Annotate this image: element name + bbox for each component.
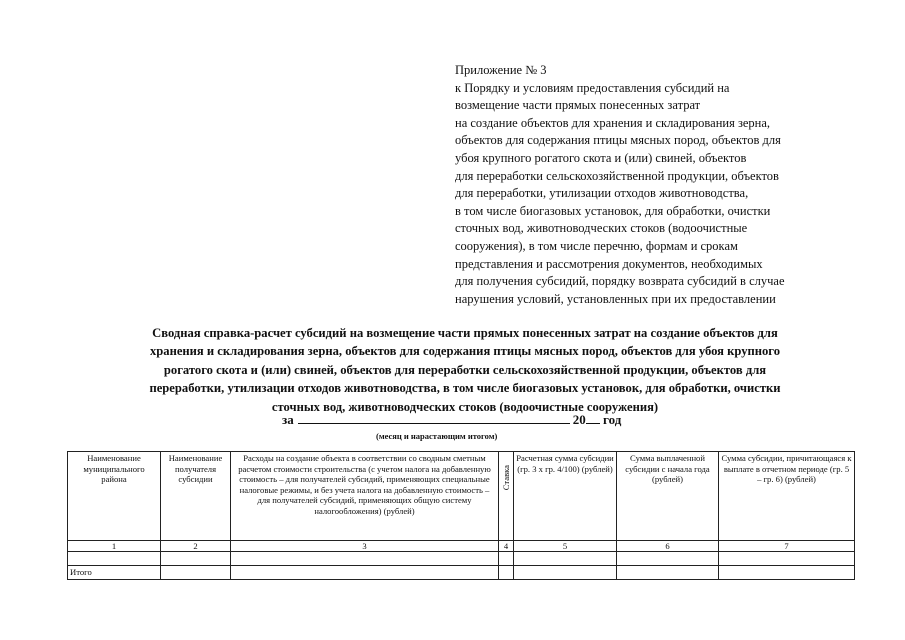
column-number: 2 — [161, 541, 231, 552]
appendix-line: представления и рассмотрения документов, необходимых — [455, 256, 763, 271]
table-cell — [68, 552, 161, 566]
document-title — [60, 324, 870, 416]
header-calculated-subsidy: Расчетная сумма субсидии (гр. 3 х гр. 4/100) (рублей) — [514, 452, 617, 541]
appendix-line: сооружения), в том числе перечню, формам и срокам — [455, 238, 738, 253]
period-blank-field — [298, 411, 570, 424]
header-rate — [499, 452, 514, 541]
table-header-row — [68, 452, 855, 541]
header-expenses: Расходы на создание объекта в соответствии со сводным сметным расчетом стоимости строительства (с учетом налога на добавленную стоимость – для получателей субсидий, применяющих специальные налоговые режимы, и без учета налога на добавленную стоимость – для получателей субсидий, применяющих общую систему налогообложения) (рублей) — [231, 452, 499, 541]
year-blank-field — [586, 411, 600, 424]
table-cell — [514, 566, 617, 580]
title-line: рогатого скота и (или) свиней, объектов для переработки сельскохозяйственной продукции, объектов для — [163, 362, 767, 377]
header-recipient: Наименование получателя субсидии — [161, 452, 231, 541]
appendix-line: для переработки сельскохозяйственной продукции, объектов — [455, 168, 779, 183]
header-district: Наименование муниципального района — [68, 452, 161, 541]
header-rate-label: Ставка — [501, 465, 511, 491]
appendix-line: для переработки, утилизации отходов животноводства, — [455, 186, 749, 201]
column-number: 5 — [514, 541, 617, 552]
table-cell — [719, 552, 855, 566]
table-cell — [499, 552, 514, 566]
table-cell — [499, 566, 514, 580]
reporting-period-line — [282, 411, 621, 428]
appendix-line: объектов для содержания птицы мясных пород, объектов для — [455, 133, 781, 148]
column-number: 4 — [499, 541, 514, 552]
appendix-line: сточных вод, животноводческих стоков (водоочистные — [455, 221, 748, 236]
title-line: хранения и складирования зерна, объектов для содержания птицы мясных пород, объектов для убоя крупного — [149, 344, 781, 359]
period-note: (месяц и нарастающим итогом) — [376, 431, 498, 441]
table-cell — [231, 552, 499, 566]
title-line: Сводная справка-расчет субсидий на возмещение части прямых понесенных затрат на создание объектов для — [152, 326, 778, 340]
total-row — [68, 566, 855, 580]
column-number: 1 — [68, 541, 161, 552]
table-cell — [719, 566, 855, 580]
year-prefix: 20 — [572, 412, 586, 427]
table-cell — [161, 566, 231, 580]
title-line: переработки, утилизации отходов животноводства, в том числе биогазовых установок, для обработки, очистки — [149, 381, 781, 396]
year-suffix: год — [602, 412, 622, 427]
table-cell — [617, 566, 719, 580]
column-number: 3 — [231, 541, 499, 552]
column-number: 6 — [617, 541, 719, 552]
appendix-line: возмещение части прямых понесенных затрат — [455, 98, 701, 113]
appendix-line: в том числе биогазовых установок, для обработки, очистки — [455, 203, 771, 218]
table-cell — [231, 566, 499, 580]
table-row — [68, 552, 855, 566]
header-due-subsidy: Сумма субсидии, причитающаяся к выплате в отчетном периоде (гр. 5 – гр. 6) (рублей) — [719, 452, 855, 541]
appendix-block — [455, 62, 875, 308]
table-cell — [161, 552, 231, 566]
appendix-line: для получения субсидий, порядку возврата субсидий в случае — [455, 274, 785, 289]
total-label: Итого — [68, 566, 161, 580]
title-line: сточных вод, животноводческих стоков (водоочистные сооружения) — [271, 399, 659, 414]
appendix-line: Приложение № 3 — [455, 63, 547, 77]
table-cell — [514, 552, 617, 566]
appendix-line: нарушения условий, установленных при их предоставлении — [455, 291, 776, 306]
header-paid-subsidy: Сумма выплаченной субсидии с начала года (рублей) — [617, 452, 719, 541]
appendix-line: убоя крупного рогатого скота и (или) свиней, объектов — [455, 150, 747, 165]
table-cell — [617, 552, 719, 566]
column-number: 7 — [719, 541, 855, 552]
appendix-line: на создание объектов для хранения и складирования зерна, — [455, 115, 771, 130]
appendix-line: к Порядку и условиям предоставления субсидий на — [455, 80, 730, 95]
subsidy-table — [67, 451, 855, 580]
column-number-row — [68, 541, 855, 552]
period-prefix: за — [282, 412, 294, 427]
